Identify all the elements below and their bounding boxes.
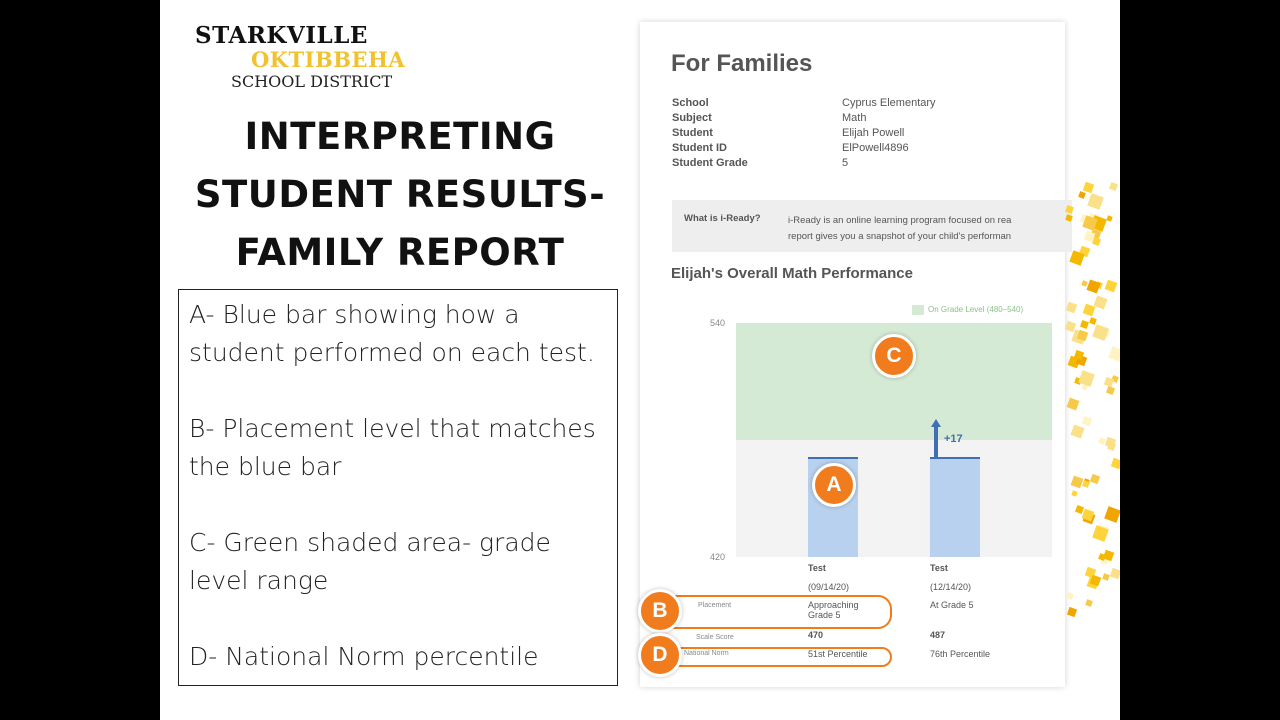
row-label-scale: Scale Score [696, 634, 734, 641]
logo-line-2: OKTIBBEHA [251, 47, 406, 72]
legend-box [178, 289, 618, 686]
confetti-piece [1082, 416, 1092, 426]
test-1-norm: 51st Percentile [808, 649, 868, 659]
info-row [672, 142, 992, 157]
info-label: School [672, 97, 709, 109]
y-axis-min-label: 420 [710, 552, 726, 562]
legend-item-c: C- Green shaded area- grade level range [189, 528, 551, 595]
info-value: Cyprus Elementary [842, 97, 936, 109]
confetti-piece [1104, 377, 1114, 387]
test-1-label: Test [808, 563, 826, 573]
performance-title: Elijah's Overall Math Performance [671, 265, 913, 282]
info-label: Student Grade [672, 157, 748, 169]
marker-b: B [638, 589, 682, 633]
confetti-piece [1109, 182, 1118, 191]
report-title: For Families [671, 50, 813, 77]
confetti-piece [1082, 480, 1090, 488]
growth-indicator [930, 425, 980, 457]
confetti-piece [1086, 279, 1100, 293]
info-row [672, 157, 992, 172]
iready-answer-line-2: report gives you a snapshot of your child's performan [788, 231, 1012, 242]
info-value: 5 [842, 157, 849, 169]
test-2-date: (12/14/20) [930, 582, 972, 592]
info-value: Math [842, 112, 867, 124]
marker-c: C [872, 334, 916, 378]
confetti-piece [1105, 280, 1118, 293]
test-2-label: Test [930, 563, 948, 573]
info-row [672, 112, 992, 127]
iready-answer-line-1: i-Ready is an online learning program focused on rea [788, 215, 1012, 226]
confetti-piece [1092, 237, 1101, 246]
district-logo [195, 22, 415, 92]
y-axis-max-label: 540 [710, 318, 726, 328]
test-1-placement: Approaching Grade 5 [808, 600, 859, 620]
confetti-piece [1065, 214, 1073, 222]
bar-test-2 [930, 457, 980, 557]
row-label-placement: Placement [698, 602, 732, 609]
confetti-piece [1087, 193, 1104, 210]
iready-answer [788, 213, 1078, 245]
confetti-piece [1066, 302, 1078, 314]
confetti-piece [1102, 573, 1110, 581]
confetti-piece [1081, 384, 1087, 390]
confetti-piece [1093, 295, 1107, 309]
confetti-piece [1085, 599, 1093, 607]
logo-line-1: STARKVILLE [195, 22, 368, 49]
confetti-piece [1066, 592, 1074, 600]
legend-item-b: B- Placement level that matches the blue bar [189, 414, 596, 481]
logo-line-3: SCHOOL DISTRICT [231, 72, 393, 91]
confetti-piece [1078, 370, 1095, 387]
slide-title: INTERPRETING STUDENT RESULTS- FAMILY REPORT [194, 115, 606, 274]
marker-d: D [638, 633, 682, 677]
confetti-piece [1067, 607, 1077, 617]
grade-level-swatch [912, 305, 924, 315]
info-value: Elijah Powell [842, 127, 905, 139]
slide [160, 0, 1120, 720]
confetti-piece [1090, 474, 1100, 484]
student-info [672, 97, 992, 172]
row-label-norm: National Norm [684, 650, 729, 657]
grade-level-legend [912, 305, 1023, 315]
confetti-piece [1104, 506, 1120, 523]
family-report [640, 22, 1065, 687]
legend-item-d: D- National Norm percentile [189, 642, 539, 671]
info-row [672, 97, 992, 112]
confetti-piece [1111, 458, 1120, 470]
test-1-date: (09/14/20) [808, 582, 850, 592]
info-value: ElPowell4896 [842, 142, 909, 154]
test-2-placement: At Grade 5 [930, 600, 974, 610]
confetti-piece [1071, 476, 1084, 489]
confetti-piece [1065, 205, 1074, 214]
info-label: Subject [672, 112, 712, 124]
confetti-piece [1107, 442, 1116, 451]
confetti-piece [1067, 398, 1080, 411]
confetti-piece [1083, 182, 1095, 194]
grade-level-legend-label: On Grade Level (480–540) [928, 305, 1024, 315]
confetti-piece [1070, 424, 1084, 438]
confetti-piece [1071, 490, 1077, 496]
confetti-piece [1108, 346, 1120, 361]
confetti-piece [1106, 215, 1112, 221]
legend-item-a: A- Blue bar showing how a student performed on each test. [189, 300, 595, 367]
confetti-piece [1092, 324, 1109, 341]
confetti-decoration [1065, 180, 1120, 630]
test-2-scale: 487 [930, 630, 946, 640]
confetti-piece [1069, 250, 1084, 265]
marker-a: A [812, 463, 856, 507]
growth-label: +17 [944, 433, 963, 445]
info-row [672, 127, 992, 142]
iready-question: What is i-Ready? [684, 213, 761, 224]
growth-line [934, 425, 938, 457]
confetti-piece [1078, 191, 1086, 199]
confetti-piece [1110, 568, 1120, 580]
info-label: Student [672, 127, 713, 139]
info-label: Student ID [672, 142, 727, 154]
test-1-scale: 470 [808, 630, 824, 640]
iready-info-box [672, 200, 1072, 252]
confetti-piece [1080, 320, 1089, 329]
confetti-piece [1106, 386, 1115, 395]
test-2-norm: 76th Percentile [930, 649, 991, 659]
